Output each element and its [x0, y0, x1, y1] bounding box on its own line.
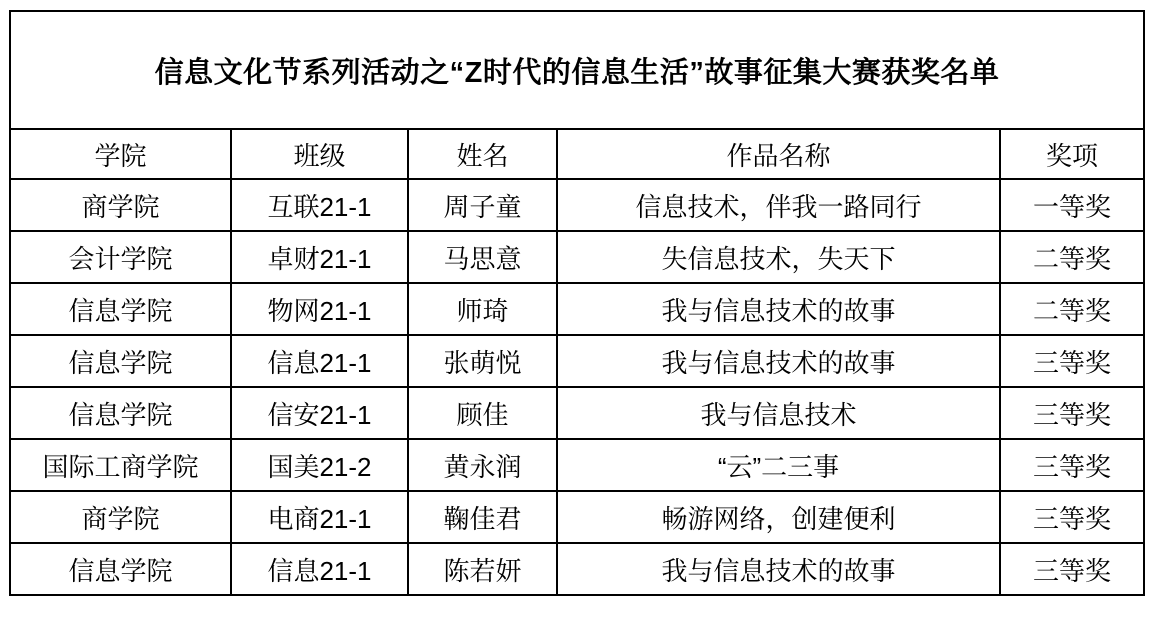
cell-award: 二等奖: [1000, 231, 1144, 283]
table-row: [10, 335, 1144, 387]
column-header-college: 学院: [10, 129, 231, 179]
cell-name: 张萌悦: [408, 335, 557, 387]
cell-work: “云”二三事: [557, 439, 1000, 491]
cell-class: 信安21-1: [231, 387, 408, 439]
cell-college: 商学院: [10, 491, 231, 543]
cell-class: 信息21-1: [231, 335, 408, 387]
cell-class: 物网21-1: [231, 283, 408, 335]
cell-class: 国美21-2: [231, 439, 408, 491]
cell-name: 顾佳: [408, 387, 557, 439]
cell-class: 信息21-1: [231, 543, 408, 595]
table-row: [10, 179, 1144, 231]
cell-work: 我与信息技术的故事: [557, 543, 1000, 595]
table-row: [10, 543, 1144, 595]
column-header-work: 作品名称: [557, 129, 1000, 179]
table-row: [10, 231, 1144, 283]
cell-award: 三等奖: [1000, 543, 1144, 595]
cell-name: 鞠佳君: [408, 491, 557, 543]
cell-award: 三等奖: [1000, 439, 1144, 491]
cell-name: 马思意: [408, 231, 557, 283]
cell-award: 三等奖: [1000, 387, 1144, 439]
cell-work: 畅游网络，创建便利: [557, 491, 1000, 543]
cell-class: 卓财21-1: [231, 231, 408, 283]
cell-work: 失信息技术，失天下: [557, 231, 1000, 283]
cell-college: 信息学院: [10, 387, 231, 439]
cell-award: 二等奖: [1000, 283, 1144, 335]
cell-name: 黄永润: [408, 439, 557, 491]
cell-work: 我与信息技术的故事: [557, 335, 1000, 387]
cell-award: 一等奖: [1000, 179, 1144, 231]
cell-name: 陈若妍: [408, 543, 557, 595]
table-row: [10, 439, 1144, 491]
cell-college: 信息学院: [10, 543, 231, 595]
cell-class: 电商21-1: [231, 491, 408, 543]
table-row: [10, 491, 1144, 543]
table-title: 信息文化节系列活动之“Z时代的信息生活”故事征集大赛获奖名单: [10, 11, 1144, 129]
table-title-row: [10, 11, 1144, 129]
table-row: [10, 387, 1144, 439]
cell-college: 商学院: [10, 179, 231, 231]
awards-table: [9, 10, 1145, 596]
cell-award: 三等奖: [1000, 491, 1144, 543]
cell-work: 我与信息技术的故事: [557, 283, 1000, 335]
cell-class: 互联21-1: [231, 179, 408, 231]
column-header-name: 姓名: [408, 129, 557, 179]
column-header-award: 奖项: [1000, 129, 1144, 179]
cell-name: 周子童: [408, 179, 557, 231]
cell-college: 信息学院: [10, 283, 231, 335]
column-header-class: 班级: [231, 129, 408, 179]
cell-name: 师琦: [408, 283, 557, 335]
cell-college: 会计学院: [10, 231, 231, 283]
cell-work: 信息技术，伴我一路同行: [557, 179, 1000, 231]
table-header-row: [10, 129, 1144, 179]
table-row: [10, 283, 1144, 335]
cell-college: 信息学院: [10, 335, 231, 387]
cell-college: 国际工商学院: [10, 439, 231, 491]
cell-award: 三等奖: [1000, 335, 1144, 387]
cell-work: 我与信息技术: [557, 387, 1000, 439]
